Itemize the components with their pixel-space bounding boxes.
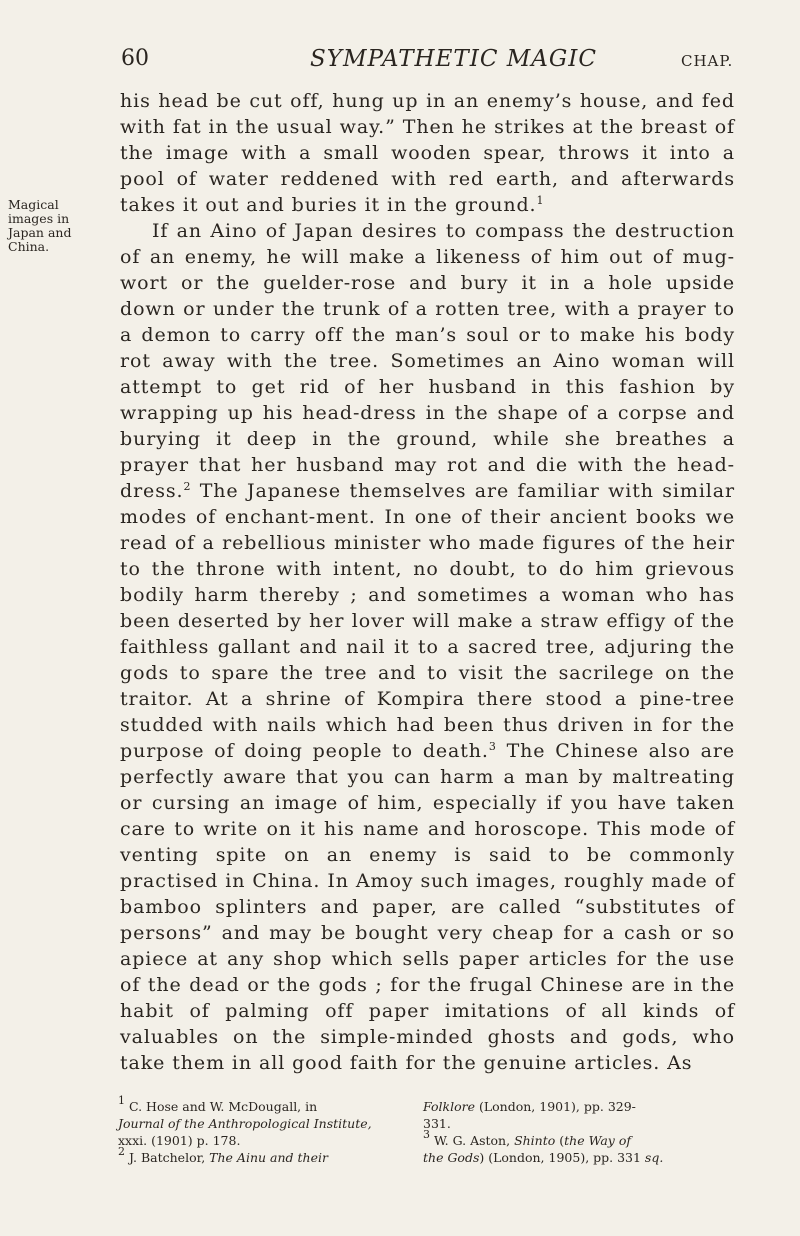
- chapter-label: CHAP.: [681, 52, 734, 70]
- body-text: [120, 88, 735, 1076]
- footnote-text: C. Hose and W. McDougall, in: [125, 1099, 318, 1114]
- page-header: [0, 46, 800, 86]
- footnote-title: the Gods: [423, 1150, 480, 1165]
- footnote-number: 3: [423, 1128, 430, 1141]
- page-number: 60: [121, 46, 149, 71]
- footnotes: [118, 1094, 738, 1166]
- footnote-text: 331.: [423, 1116, 451, 1131]
- footnote-title: the Way of: [564, 1133, 631, 1148]
- footnote-number: 1: [118, 1094, 125, 1107]
- paragraph-text: his head be cut off, hung up in an enemy’s house, and fed with fat in the usual way.” Then he strikes at the breast of the image with a small wooden spear, throws it into a pool of water reddened with red earth, and afterwards takes it out and buries it in the ground.: [120, 90, 735, 216]
- paragraph-text: If an Aino of Japan desires to compass the destruction of an enemy, he will make a likeness of him out of mug-wort or the guelder-rose and bury it in a hole upside down or under the trunk of a rotten tree, with a prayer to a demon to carry off the man’s soul or to make his body rot away with the tree. Sometimes an Aino woman will attempt to get rid of her husband in this fashion by wrapping up his head-dress in the shape of a corpse and burying it deep in the ground, while she breathes a prayer that her husband may rot and die with the head-dress.: [120, 220, 735, 502]
- footnote-text: xxxi. (1901) p. 178.: [118, 1133, 241, 1148]
- footnote-title: Journal of the Anthropological Institute,: [118, 1116, 372, 1131]
- footnote-ref: 2: [183, 480, 192, 493]
- footnote-text: W. G. Aston,: [430, 1133, 515, 1148]
- footnote-ref: 3: [488, 740, 497, 753]
- footnote-title: The Ainu and their: [209, 1150, 328, 1165]
- footnote-title: Shinto: [514, 1133, 556, 1148]
- paragraph: [120, 218, 735, 1076]
- footnote-line: [118, 1145, 738, 1166]
- paragraph-text: The Japanese themselves are familiar with similar modes of enchant-ment. In one of their ancient books we read of a rebellious minister who made figures of the heir to the throne with intent, no doubt, to do him grievous bodily harm thereby ; and sometimes a woman who has been deserted by her lover will make a straw effigy of the faithless gallant and nail it to a sacred tree, adjuring the gods to spare the tree and to visit the sacrilege on the traitor. At a shrine of Kompira there stood a pine-tree studded with nails which had been thus driven in for the purpose of doing people to death.: [120, 480, 735, 762]
- margin-note-line: images in: [8, 211, 70, 226]
- running-title: SYMPATHETIC MAGIC: [310, 46, 597, 72]
- footnote-text: ) (London, 1905), pp. 331: [479, 1150, 645, 1165]
- footnote-line: [118, 1128, 738, 1149]
- footnote-title: Folklore: [423, 1099, 475, 1114]
- footnote-text: J. Batchelor,: [125, 1150, 210, 1165]
- margin-note: [8, 198, 108, 254]
- paragraph-text: The Chinese also are perfectly aware that you can harm a man by maltreating or cursing an image of him, especially if you have taken care to write on it his name and horoscope. This mode of venting spite on an enemy is said to be commonly practised in China. In Amoy such images, roughly made of bamboo splinters and paper, are called “substitutes of persons” and may be bought very cheap for a cash or so apiece at any shop which sells paper articles for the use of the dead or the gods ; for the frugal Chinese are in the habit of palming off paper imitations of all kinds of valuables on the simple-minded ghosts and gods, who take them in all good faith for the genuine articles. As: [120, 740, 735, 1074]
- footnote-line: [118, 1094, 738, 1115]
- margin-note-line: Japan and: [8, 225, 72, 240]
- footnote-title: sq.: [644, 1150, 664, 1165]
- margin-note-line: Magical: [8, 197, 59, 212]
- footnote-ref: 1: [536, 194, 545, 207]
- footnote-text: (: [555, 1133, 565, 1148]
- footnote-number: 2: [118, 1145, 125, 1158]
- footnote-text: (London, 1901), pp. 329-: [474, 1099, 636, 1114]
- paragraph: [120, 88, 735, 218]
- margin-note-line: China.: [8, 239, 50, 254]
